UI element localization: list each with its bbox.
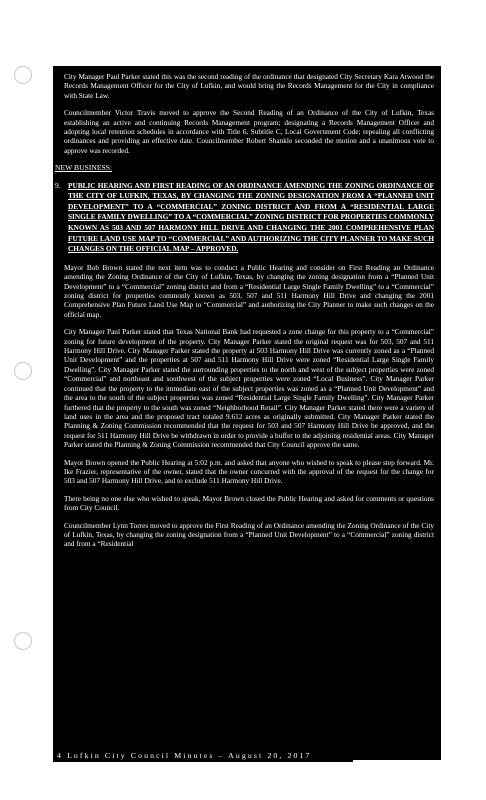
binder-hole-top: [14, 66, 32, 84]
binder-hole-bottom: [14, 632, 32, 650]
footer-title: Lufkin City Council Minutes – August 20, 2017: [67, 751, 312, 760]
paragraph-records-reading: City Manager Paul Parker stated this was the second reading of the ordinance that designated City Secretary Kara Atwood the Records Management Officer for the City of Lufkin, and would bring the Records Management for the City in compliance with State Law.: [64, 72, 434, 100]
body-text: [53, 72, 441, 155]
page-footer: [53, 750, 353, 762]
paragraph-manager-report: City Manager Paul Parker stated that Texas National Bank had requested a zone change for this property to a “Commercial” zoning for future development of the property. City Manager Parker stated the original request was for 503, 507 and 511 Harmony Hill Drive. City Manager Parker stated the property at 503 Harmony Hill Drive was currently zoned as a “Planned Unit Development” and the properties at 507 and 511 Harmony Hill Drive were zoned “Residential Large Single Family Dwelling”. City Manager Parker stated the surrounding properties to the north and west of the subject properties were zoned “Commercial” and northeast and southwest of the subject properties were zoned “Local Business”. City Manager Parker continued that the property to the immediate east of the subject properties was zoned as a “Planned Unit Development” and the area to the south of the subject properties was zoned “Residential Large Single Family Dwelling”. City Manager Parker furthered that the property to the south was zoned “Neighborhood Retail”. City Manager Parker stated there were a variety of land uses in the area and the proposed tract totaled 9.612 acres as originally submitted. City Manager Parker stated the Planning & Zoning Commission recommended that the request for 503 and 507 Harmony Hill Drive be approved, and the request for 511 Harmony Hill Drive be withdrawn in order to provide a buffer to the adjoining residential areas. City Manager Parker stated the Planning & Zoning Commission recommended that City Council approve the same.: [64, 327, 434, 450]
binder-hole-middle: [14, 362, 32, 380]
paragraph-hearing-closed: There being no one else who wished to speak, Mayor Brown closed the Public Hearing and asked for comments or questions from City Council.: [64, 493, 434, 513]
agenda-item-title: PUBLIC HEARING AND FIRST READING OF AN ORDINANCE AMENDING THE ZONING ORDINANCE OF THE CITY OF LUFKIN, TEXAS, BY CHANGING THE ZONING DESIGNATION FROM A “PLANNED UNIT DEVELOPMENT” TO A “COMMERCIAL” ZONING DISTRICT AND FROM A “RESIDENTIAL LARGE SINGLE FAMILY DWELLING” TO A “COMMERCIAL” ZONING DISTRICT FOR PROPERTIES COMMONLY KNOWN AS 503 AND 507 HARMONY HILL DRIVE AND CHANGING THE 2001 COMPREHENSIVE PLAN FUTURE LAND USE MAP TO “COMMERCIAL” AND AUTHORIZING THE CITY PLANNER TO MAKE SUCH CHANGES ON THE OFFICIAL MAP – APPROVED.: [68, 180, 434, 254]
section-heading: NEW BUSINESS:: [55, 163, 113, 173]
page-number: 4: [57, 751, 63, 760]
paragraph-public-hearing: Mayor Brown opened the Public Hearing at 5:02 p.m. and asked that anyone who wished to speak to please step forward. Mr. Ike Frazier, representative of the owner, stated that the owner concurred with the approval of the request for the change for 503 and 507 Harmony Hill Drive, and to exclude 511 Harmony Hill Drive.: [64, 457, 434, 486]
agenda-item-body: [53, 263, 441, 549]
agenda-item-number: 9.: [55, 180, 61, 190]
agenda-item: [53, 181, 441, 255]
paragraph-motion: Councilmember Lynn Torres moved to approve the First Reading of an Ordinance amending the Zoning Ordinance of the City of Lufkin, Texas, by changing the zoning designation from a “Planned Unit Development” to a “Commercial” zoning district and from a “Residential: [64, 520, 434, 549]
paragraph-mayor-intro: Mayor Bob Brown stated the next item was to conduct a Public Hearing and consider on First Reading an Ordinance amending the Zoning Ordinance of the City of Lufkin, Texas, by changing the zoning designation from a “Planned Unit Development” to a “Commercial” zoning district and from a “Residential Large Single Family Dwelling” to a “Commercial” zoning district for properties commonly known as 503, 507 and 511 Harmony Hill Drive and changing the 2001 Comprehensive Plan Future Land Use Map to “Commercial” and authorizing the City Planner to make such changes on the official map.: [64, 262, 434, 319]
minutes-page: [53, 66, 441, 760]
paragraph-records-motion: Councilmember Victor Travis moved to approve the Second Reading of an Ordinance of the City of Lufkin, Texas establishing an active and continuing Records Management program; designating a Records Management Officer and adopting local retention schedules in accordance with Title 6, Subtitle C, Local Government Code; repealing all conflicting ordinances and providing an effective date. Councilmember Robert Shankle seconded the motion and a unanimous vote to approve was recorded.: [64, 108, 434, 155]
